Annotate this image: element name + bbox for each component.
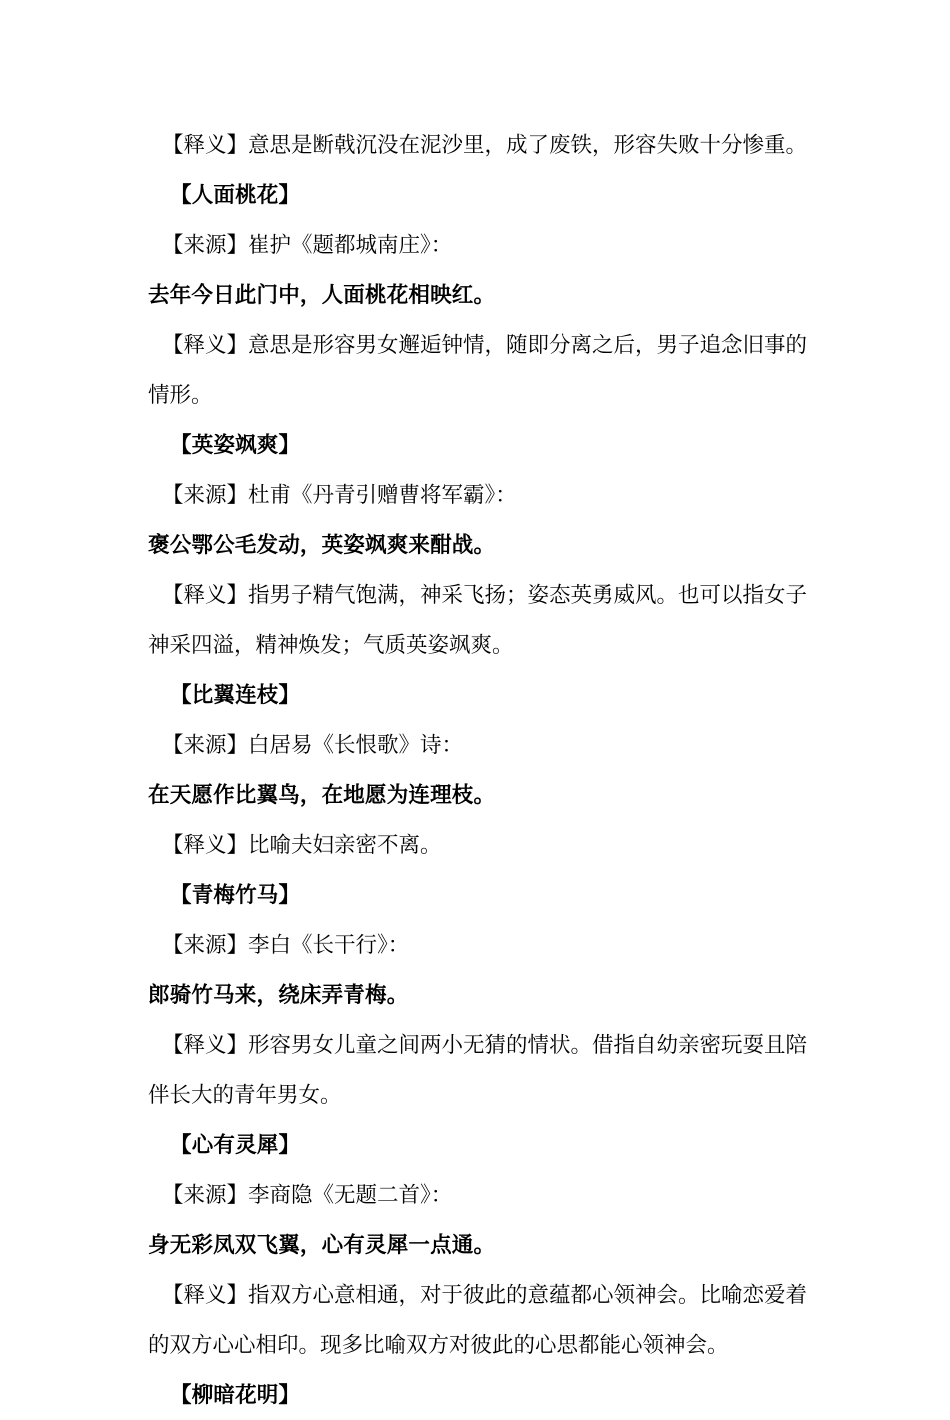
- paragraph-definition: 【释义】意思是断戟沉没在泥沙里，成了废铁，形容失败十分惨重。: [162, 133, 808, 157]
- paragraph-verse: 身无彩凤双飞翼，心有灵犀一点通。: [148, 1233, 496, 1257]
- paragraph-verse: 郎骑竹马来，绕床弄青梅。: [148, 983, 409, 1007]
- idiom-heading: 【人面桃花】: [170, 183, 301, 207]
- document-body: [148, 120, 810, 1420]
- idiom-heading: 【英姿飒爽】: [170, 433, 301, 457]
- paragraph-definition: 【释义】指双方心意相通，对于彼此的意蕴都心领神会。比喻恋爱着的双方心心相印。现多比喻双方对彼此的心思都能心领神会。: [148, 1283, 808, 1357]
- paragraph-source: 【来源】崔护《题都城南庄》：: [162, 233, 453, 257]
- paragraph-definition: 【释义】形容男女儿童之间两小无猜的情状。借指自幼亲密玩耍且陪伴长大的青年男女。: [148, 1033, 808, 1107]
- idiom-heading: 【青梅竹马】: [170, 883, 301, 907]
- paragraph-definition: 【释义】比喻夫妇亲密不离。: [162, 833, 442, 857]
- paragraph-source: 【来源】李白《长干行》：: [162, 933, 410, 957]
- paragraph-definition: 【释义】指男子精气饱满，神采飞扬；姿态英勇威风。也可以指女子神采四溢，精神焕发；气质英姿飒爽。: [148, 583, 808, 657]
- paragraph-verse: 褒公鄂公毛发动，英姿飒爽来酣战。: [148, 533, 496, 557]
- idiom-heading: 【比翼连枝】: [170, 683, 301, 707]
- idiom-heading: 【柳暗花明】: [170, 1383, 301, 1407]
- paragraph-source: 【来源】李商隐《无题二首》：: [162, 1183, 453, 1207]
- paragraph-verse: 去年今日此门中，人面桃花相映红。: [148, 283, 496, 307]
- paragraph-source: 【来源】白居易《长恨歌》诗：: [162, 733, 464, 757]
- paragraph-definition: 【释义】意思是形容男女邂逅钟情，随即分离之后，男子追念旧事的情形。: [148, 333, 808, 407]
- paragraph-source: 【来源】杜甫《丹青引赠曹将军霸》：: [162, 483, 517, 507]
- paragraph-verse: 在天愿作比翼鸟，在地愿为连理枝。: [148, 783, 496, 807]
- idiom-heading: 【心有灵犀】: [170, 1133, 301, 1157]
